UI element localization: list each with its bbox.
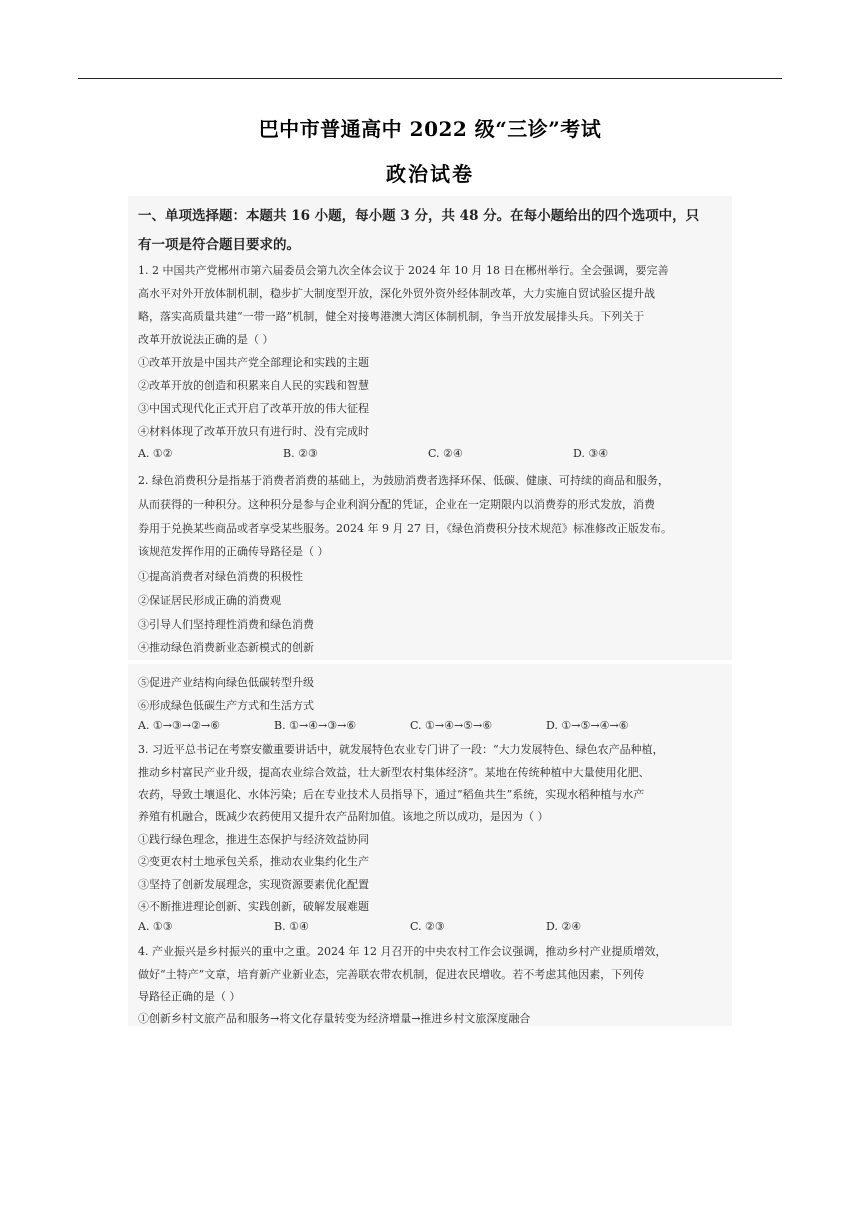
q3-statement: ②变更农村土地承包关系，推动农业集约化生产 [138,855,369,868]
section-heading-line-1: 一、单项选择题：本题共 16 小题，每小题 3 分，共 48 分。在每小题给出的四个选项中，只 [138,208,700,224]
q2-statement: ①提高消费者对绿色消费的积极性 [138,570,303,583]
q2-statement: ⑥形成绿色低碳生产方式和生活方式 [138,699,314,712]
q1-option-a: A. ①② [138,447,173,460]
section-heading-line-2: 有一项是符合题目要求的。 [138,237,300,253]
q1-statement: ③中国式现代化正式开启了改革开放的伟大征程 [138,402,369,415]
q2-statement: ②保证居民形成正确的消费观 [138,594,281,607]
q1-stem-line: 改革开放说法正确的是（ ） [138,333,274,346]
q3-stem-line: 3. 习近平总书记在考察安徽重要讲话中，就发展特色农业专门讲了一段：“大力发展特色、绿色农产品种植， [138,743,664,756]
q1-stem-line: 高水平对外开放体制机制，稳步扩大制度型开放，深化外贸外资外经体制改革，大力实施自贸试验区提升战 [138,287,655,300]
q1-option-c: C. ②④ [428,447,463,460]
q3-option-a: A. ①③ [138,920,173,933]
q2-option-d: D. ①→⑤→④→⑥ [546,719,629,732]
q3-statement: ④不断推进理论创新、实践创新，破解发展难题 [138,900,369,913]
scan-block-1 [128,196,732,660]
q3-stem-line: 推动乡村富民产业升级，提高农业综合效益，壮大新型农村集体经济”。某地在传统种植中大量使用化肥、 [138,766,650,779]
q1-stem-line: 1. 2 中国共产党郴州市第六届委员会第九次全体会议于 2024 年 10 月 18 日在郴州举行。全会强调，要完善 [138,264,669,277]
q2-statement: ③引导人们坚持理性消费和绿色消费 [138,618,314,631]
q3-statement: ③坚持了创新发展理念，实现资源要素优化配置 [138,878,369,891]
q1-option-b: B. ②③ [283,447,318,460]
q2-stem-line: 该规范发挥作用的正确传导路径是（ ） [138,545,329,558]
q2-stem-line: 2. 绿色消费积分是指基于消费者消费的基础上，为鼓励消费者选择环保、低碳、健康、可持续的商品和服务， [138,474,669,487]
q2-statement: ④推动绿色消费新业态新模式的创新 [138,641,314,654]
q2-option-a: A. ①→③→②→⑥ [138,719,221,732]
q2-options [138,719,718,732]
q2-stem-line: 从而获得的一种积分。这种积分是参与企业利润分配的凭证，企业在一定期限内以消费券的形式发放，消费 [138,498,655,511]
q3-stem-line: 养殖有机融合，既减少农药使用又提升农产品附加值。该地之所以成功，是因为（ ） [138,810,549,823]
header-rule [78,78,782,79]
q3-option-d: D. ②④ [546,920,582,933]
exam-title: 巴中市普通高中 2022 级“三诊”考试 [258,117,602,141]
q3-statement: ①践行绿色理念，推进生态保护与经济效益协同 [138,833,369,846]
q4-stem-line: 4. 产业振兴是乡村振兴的重中之重。2024 年 12 月召开的中央农村工作会议强调，推动乡村产业提质增效， [138,945,667,958]
q1-option-d: D. ③④ [573,447,609,460]
q3-option-c: C. ②③ [410,920,445,933]
q3-stem-line: 农药，导致土壤退化、水体污染；后在专业技术人员指导下，通过“稻鱼共生”系统，实现水稻种植与水产 [138,788,645,801]
exam-subtitle: 政治试卷 [386,162,474,186]
q2-option-c: C. ①→④→⑤→⑥ [410,719,493,732]
q2-statement: ⑤促进产业结构向绿色低碳转型升级 [138,676,314,689]
q3-options [138,920,718,933]
q1-statement: ①改革开放是中国共产党全部理论和实践的主题 [138,356,369,369]
scan-block-2 [128,664,732,1026]
q2-option-b: B. ①→④→③→⑥ [274,719,357,732]
q1-statement: ④材料体现了改革开放只有进行时、没有完成时 [138,425,369,438]
q1-options [138,447,718,460]
q3-option-b: B. ①④ [274,920,309,933]
q1-stem-line: 略，落实高质量共建“一带一路”机制，健全对接粤港澳大湾区体制机制，争当开放发展排头兵。下列关于 [138,310,645,323]
q1-statement: ②改革开放的创造和积累来自人民的实践和智慧 [138,379,369,392]
q4-stem-line: 做好“土特产”文章，培育新产业新业态，完善联农带农机制，促进农民增收。若不考虑其他因素，下列传 [138,968,645,981]
q2-stem-line: 券用于兑换某些商品或者享受某些服务。2024 年 9 月 27 日，《绿色消费积分技术规范》标准修改正版发布。 [138,522,672,535]
q4-statement: ①创新乡村文旅产品和服务→将文化存量转变为经济增量→推进乡村文旅深度融合 [138,1012,531,1025]
q4-stem-line: 导路径正确的是（ ） [138,990,241,1003]
